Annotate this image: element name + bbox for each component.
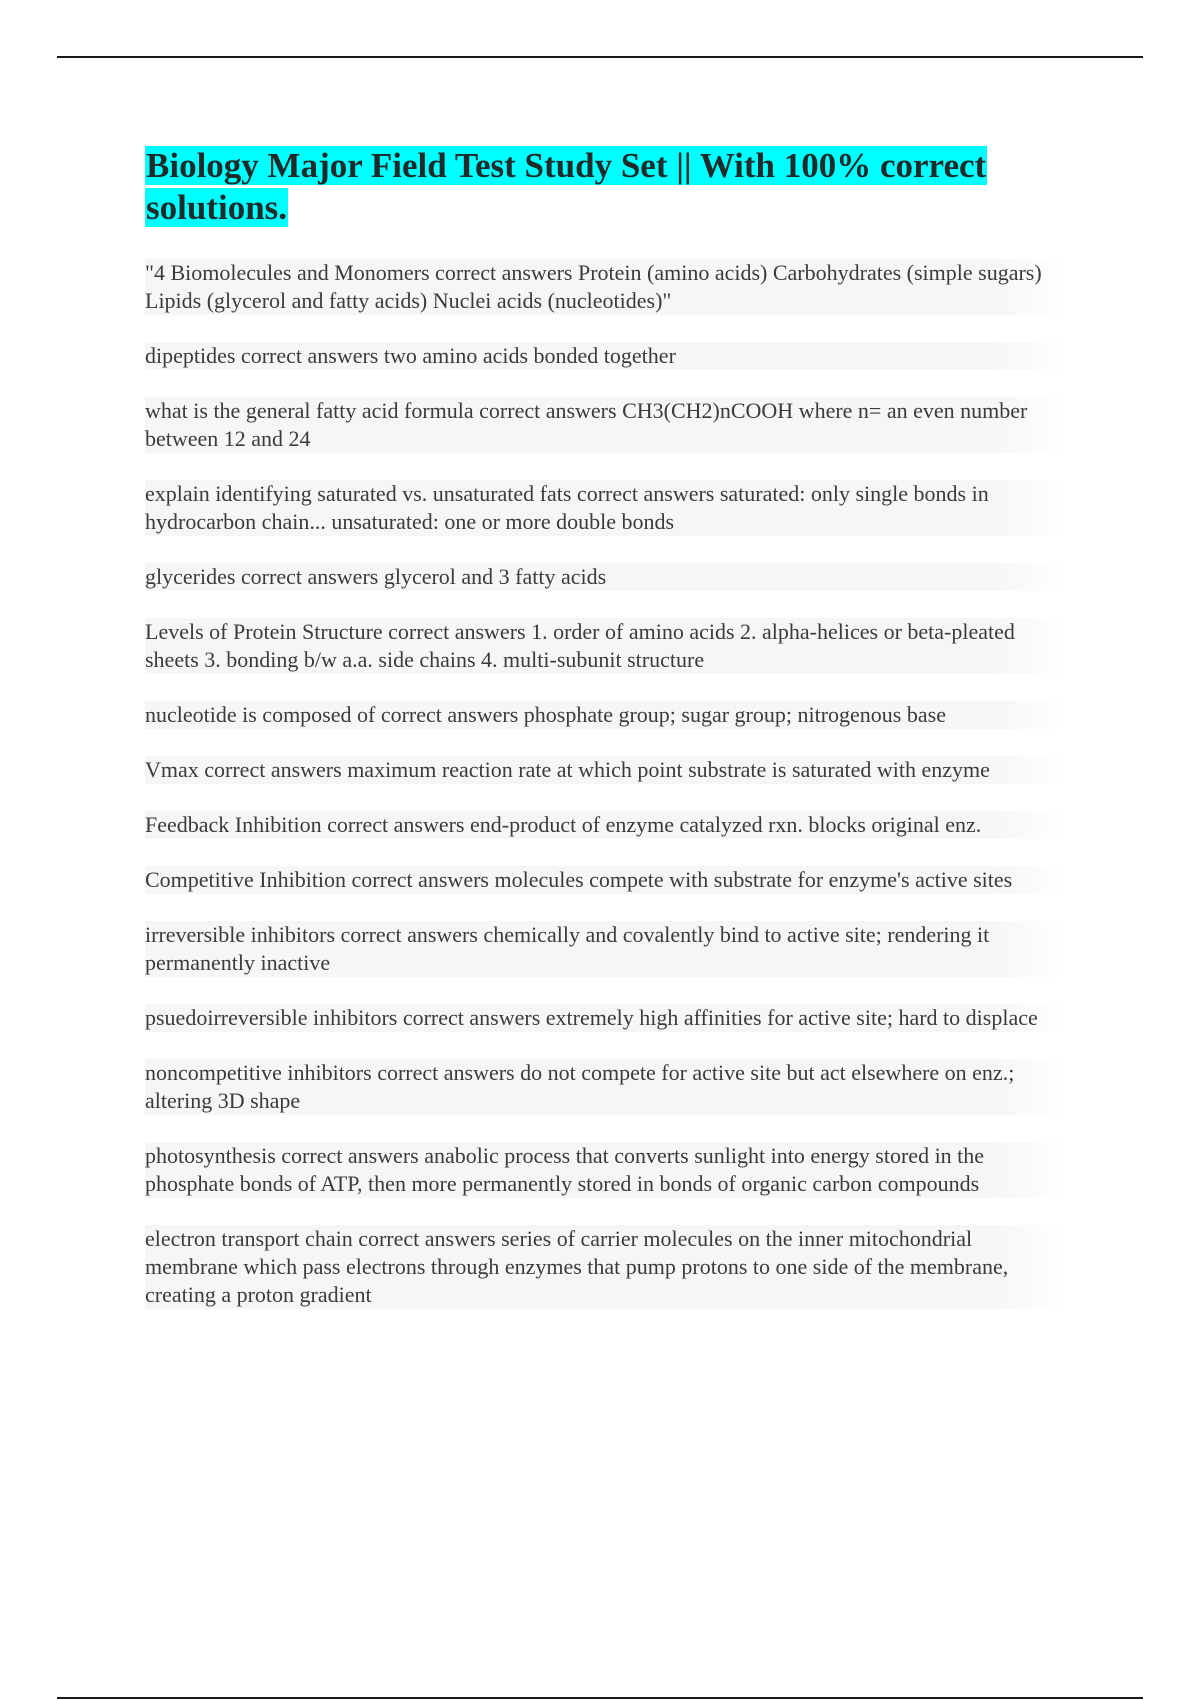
entry-dipeptides: dipeptides correct answers two amino acids bonded together [145, 342, 1065, 370]
title-highlight: Biology Major Field Test Study Set || With 100% correct solutions. [146, 146, 987, 227]
entry-noncompetitive-inhibitors: noncompetitive inhibitors correct answers do not compete for active site but act elsewhere on enz.; altering 3D shape [145, 1059, 1065, 1115]
entry-electron-transport-chain: electron transport chain correct answers series of carrier molecules on the inner mitochondrial membrane which pass electrons through enzymes that pump protons to one side of the membrane, creating a proton gradient [145, 1225, 1065, 1309]
entry-glycerides: glycerides correct answers glycerol and 3 fatty acids [145, 563, 1065, 591]
entry-nucleotide: nucleotide is composed of correct answers phosphate group; sugar group; nitrogenous base [145, 701, 1065, 729]
bottom-divider [57, 1697, 1143, 1699]
entry-vmax: Vmax correct answers maximum reaction rate at which point substrate is saturated with enzyme [145, 756, 1065, 784]
entry-photosynthesis: photosynthesis correct answers anabolic process that converts sunlight into energy stored in the phosphate bonds of ATP, then more permanently stored in bonds of organic carbon compounds [145, 1142, 1065, 1198]
entry-feedback-inhibition: Feedback Inhibition correct answers end-product of enzyme catalyzed rxn. blocks original enz. [145, 811, 1065, 839]
entry-pseudoirreversible-inhibitors: psuedoirreversible inhibitors correct answers extremely high affinities for active site; hard to displace [145, 1004, 1065, 1032]
entry-irreversible-inhibitors: irreversible inhibitors correct answers chemically and covalently bind to active site; rendering it permanently inactive [145, 921, 1065, 977]
entry-competitive-inhibition: Competitive Inhibition correct answers molecules compete with substrate for enzyme's active sites [145, 866, 1065, 894]
document-title [145, 145, 1065, 229]
entry-biomolecules: "4 Biomolecules and Monomers correct answers Protein (amino acids) Carbohydrates (simple sugars) Lipids (glycerol and fatty acids) Nuclei acids (nucleotides)" [145, 259, 1065, 315]
entry-fatty-acid-formula: what is the general fatty acid formula correct answers CH3(CH2)nCOOH where n= an even number between 12 and 24 [145, 397, 1065, 453]
top-divider [57, 56, 1143, 58]
entry-protein-structure: Levels of Protein Structure correct answers 1. order of amino acids 2. alpha-helices or beta-pleated sheets 3. bonding b/w a.a. side chains 4. multi-subunit structure [145, 618, 1065, 674]
entry-saturated-fats: explain identifying saturated vs. unsaturated fats correct answers saturated: only single bonds in hydrocarbon chain... unsaturated: one or more double bonds [145, 480, 1065, 536]
document-body [145, 145, 1065, 1336]
